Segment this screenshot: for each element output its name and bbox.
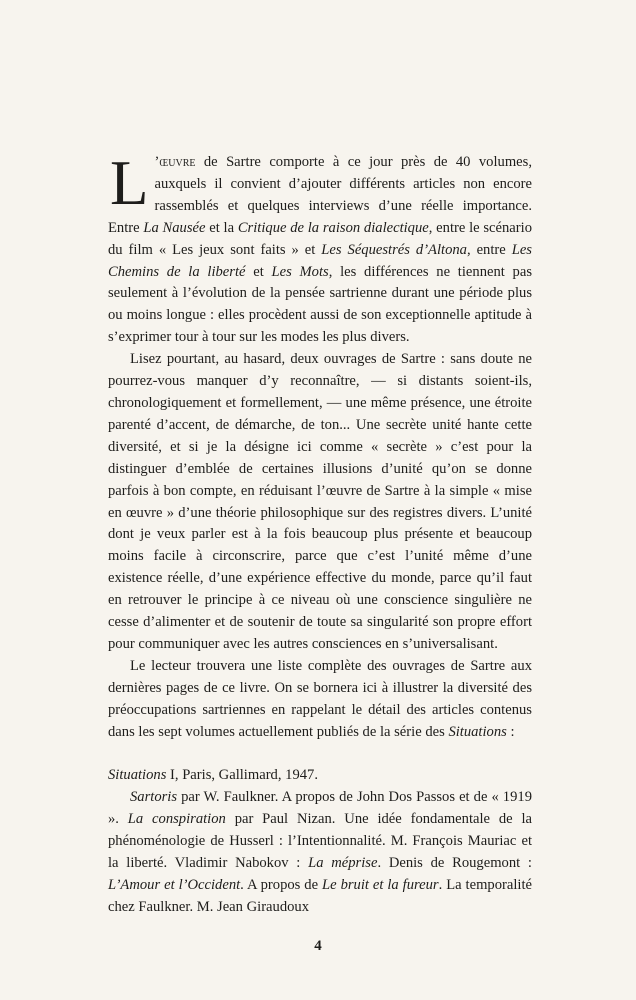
situations-entry-title: [108, 765, 532, 787]
book-title: Les Mots: [271, 263, 329, 280]
paragraph-3: [108, 656, 532, 744]
text-run: Le lecteur trouvera une liste complète des ouvrages de Sartre aux dernières pages de ce livre. On se bornera ici à illustrer la diversité des préoccupations sartriennes en rappelant le détail des articles contenus dans les sept volumes actuellement publiés de la série des: [108, 657, 532, 740]
text-run: . A propos de: [240, 877, 323, 893]
text-run: par W. Faulkner. A propos de John Dos Passos et de « 1919 ».: [108, 789, 532, 828]
text-run: par Paul Nizan. Une idée fondamentale de la phénoménologie de Husserl : l’Intentionnalité. M. François Mauriac et la liberté. Vladimir Nabokov :: [108, 811, 533, 872]
book-title: Sartoris: [130, 789, 178, 806]
text-run: :: [506, 723, 515, 740]
body-text: [108, 148, 533, 919]
text-run: ’: [154, 154, 160, 170]
book-title: La méprise: [308, 855, 378, 872]
situations-entry-contents: [108, 787, 532, 918]
text-run: . Denis de Rougemont :: [377, 855, 532, 872]
book-title: Le bruit et la fureur: [322, 877, 439, 893]
book-title: Les Chemins de la liberté: [108, 241, 532, 280]
book-title: Situations: [448, 723, 507, 740]
page-number: 4: [314, 938, 322, 954]
text-run: , entre le scénario du film « Les jeux sont faits » et: [108, 219, 532, 258]
text-run: I, Paris, Gallimard, 1947.: [166, 767, 318, 784]
text-run: et la: [205, 219, 238, 236]
book-title: Critique de la raison dialectique: [237, 219, 429, 236]
section-gap: [108, 743, 532, 765]
book-title: La Nausée: [143, 219, 206, 236]
text-run: , entre: [466, 241, 512, 258]
text-run: , les différences ne tiennent pas seulement à l’évolution de la pensée sartrienne durant une période plus ou moins longue : elles procèdent aussi de son exceptionnelle aptitude à s’exprimer tour à tour sur les modes les plus divers.: [108, 263, 533, 346]
book-title: Situations: [108, 767, 167, 784]
text-run: . La temporalité chez Faulkner. M. Jean Giraudoux: [108, 877, 532, 915]
book-title: L’Amour et l’Occident: [108, 877, 241, 893]
paragraph-2: Lisez pourtant, au hasard, deux ouvrages de Sartre : sans doute ne pourrez-vous manquer d’y reconnaître, — si distants soient-ils, chronologiquement et formellement, — une même présence, une étroite parenté d’accent, de démarche, de ton... Une secrète unité hante cette diversité, et si je la désigne ici comme « secrète » c’est pour la distinguer d’emblée de certaines illusions d’unité qu’on se donne parfois à bon compte, en réduisant l’œuvre de Sartre à la simple « mise en œuvre » d’une théorie philosophique sur des registres divers. L’unité dont je veux parler est à la fois beaucoup plus présente et beaucoup moins facile à circonscrire, parce que c’est l’unité même d’une existence réelle, d’une expérience effective du monde, parce qu’il faut en retrouver le principe à ce niveau où une conscience singulière ne cesse d’alimenter et de soutenir de toute sa singularité son propre effort pour communiquer avec les autres consciences en s’universalisant.: [108, 351, 532, 652]
drop-cap: L: [110, 148, 149, 218]
text-run-small-caps: œuvre: [159, 154, 196, 170]
book-title: Les Séquestrés d’Altona: [321, 241, 467, 258]
book-title: La conspiration: [127, 811, 226, 828]
text-run: et: [245, 263, 272, 280]
paragraph-1: [108, 148, 533, 349]
text-run: de Sartre comporte à ce jour près de 40 volumes, auxquels il convient d’ajouter différents articles non encore rassemblés et quelques interviews d’une réelle importance. Entre: [108, 154, 532, 236]
